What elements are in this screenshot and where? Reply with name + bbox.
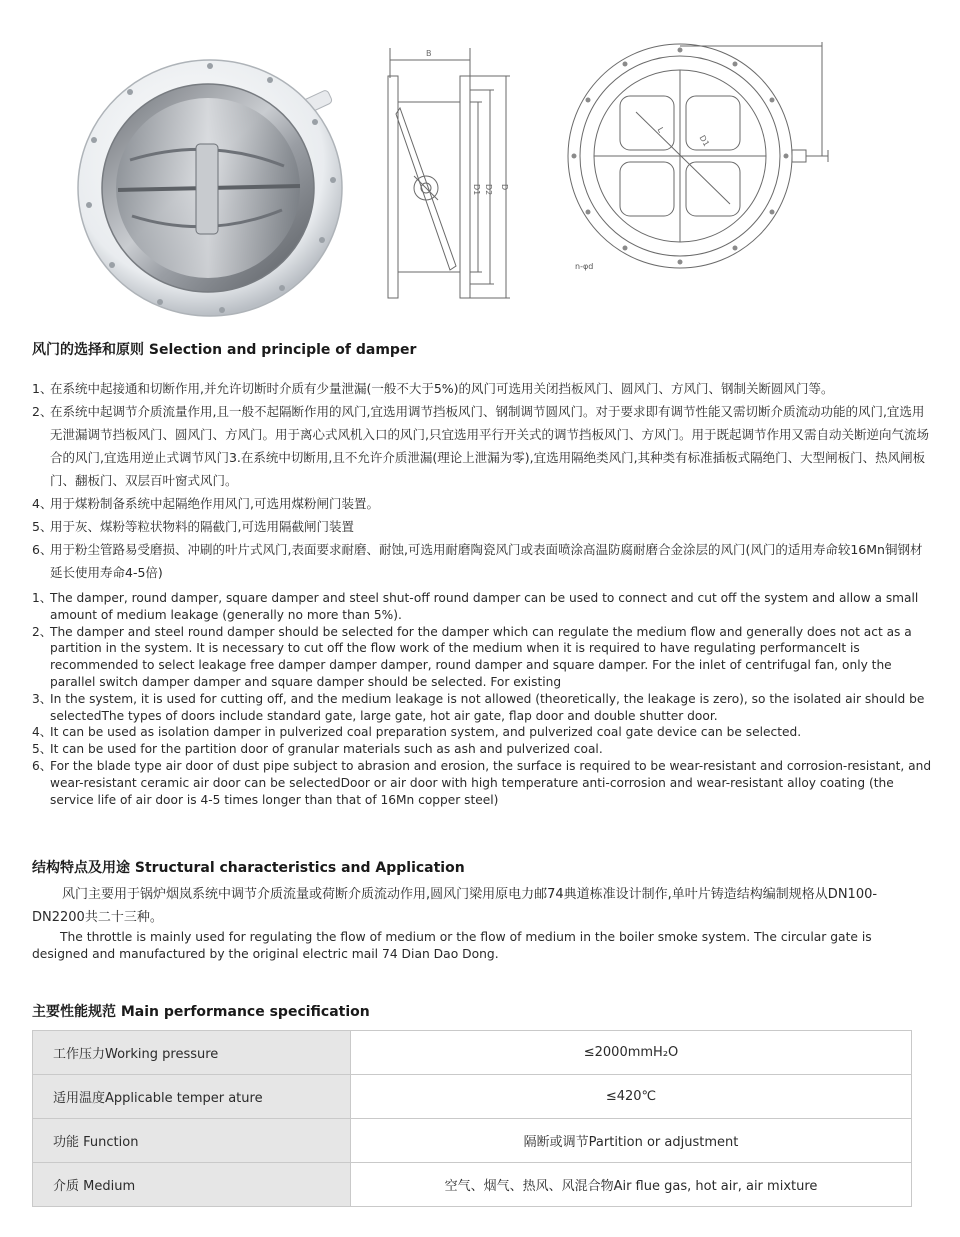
item-text: 在系统中起接通和切断作用,并允许切断时介质有少量泄漏(一般不大于5%)的风门可选用关闭挡板风门、圆风门、方风门、钢制关断圆风门等。	[50, 381, 834, 396]
table-row	[33, 1119, 912, 1163]
spec-key: 功能 Function	[33, 1119, 351, 1163]
item-text: It can be used as isolation damper in pulverized coal preparation system, and pulverized coal gate device can be selected.	[50, 725, 802, 740]
list-item	[32, 492, 932, 515]
item-number: 5、	[32, 519, 53, 534]
spec-value: ≤420℃	[351, 1075, 912, 1119]
item-number: 1、	[32, 381, 53, 396]
item-text: The damper, round damper, square damper and steel shut-off round damper can be used to connect and cut off the system and allow a small amount of medium leakage (generally no more than 5%).	[50, 591, 919, 622]
item-number: 4、	[32, 725, 52, 740]
item-number: 6、	[32, 542, 53, 557]
list-item	[32, 691, 932, 725]
item-text: 用于煤粉制备系统中起隔绝作用风门,可选用煤粉闸门装置。	[50, 496, 379, 511]
list-item	[32, 538, 932, 584]
label-bolt-holes: n-φd	[575, 262, 594, 271]
list-item	[32, 377, 932, 400]
spec-key: 工作压力Working pressure	[33, 1031, 351, 1075]
item-text: 在系统中起调节介质流量作用,且一般不起隔断作用的风门,宜选用调节挡板风门、钢制调节圆风门。对于要求即有调节性能又需切断介质流动功能的风门,宜选用无泄漏调节挡板风门、圆风门、方风门。用于离心式风机入口的风门,只宜选用平行开关式的调节挡板风门、方风门。用于既起调节作用又需自动关断逆向气流场合的风门,宜选用逆止式调节风门3.在系统中切断用,且不允许介质泄漏(理论上泄漏为零),宜选用隔绝类风门,其种类有标准插板式隔绝门、大型闸板门、热风闸板门、翻板门、双层百叶窗式风门。	[50, 404, 929, 488]
structure-zh-paragraph: 风门主要用于锅炉烟岚系统中调节介质流量或荷断介质流动作用,圆风门梁用原电力邮74典道栋准设计制作,单叶片铸造结构编制规格从DN100-DN2200共二十三种。	[32, 887, 878, 925]
damper-front-drawing	[560, 36, 860, 276]
spec-heading: 主要性能规范 Main performance specification	[32, 1004, 370, 1020]
item-number: 6、	[32, 758, 52, 773]
label-l: L	[655, 125, 666, 135]
selection-zh-list	[32, 377, 932, 584]
item-text: In the system, it is used for cutting off, and the medium leakage is not allowed (theoretically, the leakage is zero), so the isolated air should be selectedThe types of doors include standard gate, large gate, hot air gate, flap door and double shutter door.	[50, 691, 925, 723]
item-number: 2、	[32, 624, 52, 639]
selection-heading: 风门的选择和原则 Selection and principle of damper	[32, 342, 417, 358]
structure-en-paragraph: The throttle is mainly used for regulating the flow of medium or the flow of medium in the boiler smoke system. The circular gate is designed and manufactured by the original electric mail 74 Dian Dao Dong.	[32, 930, 872, 961]
damper-photo	[70, 40, 360, 320]
list-item	[32, 624, 932, 691]
label-front-d1: D1	[697, 133, 711, 149]
list-item	[32, 741, 932, 758]
label-b: B	[426, 49, 432, 58]
label-d1: D1	[472, 184, 481, 196]
item-text: 用于灰、煤粉等粒状物料的隔截门,可选用隔截闸门装置	[50, 519, 354, 534]
list-item	[32, 724, 932, 741]
list-item	[32, 758, 932, 808]
item-number: 5、	[32, 742, 52, 757]
spec-value: 空气、烟气、热风、风混合物Air flue gas, hot air, air mixture	[351, 1163, 912, 1207]
item-number: 3、	[32, 691, 52, 706]
selection-en-list	[32, 590, 932, 808]
item-text: The damper and steel round damper should be selected for the damper which can regulate the medium flow and generally does not act as a partition in the system. It is necessary to cut off the flow work of the medium when it is required to have regulating performanceIt is recommended to select leakage free damper damper damper, round damper and square damper. For the inlet of centrifugal fan, only the parallel switch damper damper and square damper should be selected. For existing	[50, 624, 912, 689]
spec-table	[32, 1030, 912, 1207]
spec-key: 介质 Medium	[33, 1163, 351, 1207]
item-text: It can be used for the partition door of granular materials such as ash and pulverized coal.	[50, 742, 603, 757]
label-d2: D2	[484, 184, 493, 196]
spec-key: 适用温度Applicable temper ature	[33, 1075, 351, 1119]
figure-area	[0, 0, 960, 330]
spec-value: ≤2000mmH₂O	[351, 1031, 912, 1075]
list-item	[32, 515, 932, 538]
label-d: D	[500, 184, 509, 191]
list-item	[32, 400, 932, 492]
item-number: 1、	[32, 591, 52, 605]
item-text: For the blade type air door of dust pipe subject to abrasion and erosion, the surface is required to be wear-resistant and corrosion-resistant, and wear-resistant ceramic air door can be selectedDoor or air door with high temperature anti-corrosion and wear-resistant alloy coating (the service life of air door is 4-5 times longer than that of 16Mn copper steel)	[50, 758, 932, 807]
spec-value: 隔断或调节Partition or adjustment	[351, 1119, 912, 1163]
item-number: 4、	[32, 496, 53, 511]
table-row	[33, 1163, 912, 1207]
item-text: 用于粉尘管路易受磨损、冲刷的叶片式风门,表面要求耐磨、耐蚀,可选用耐磨陶瓷风门或表面喷涂高温防腐耐磨合金涂层的风门(风门的适用寿命较16Mn铜钢材延长使用寿命4-5倍)	[50, 542, 923, 580]
list-item	[32, 590, 932, 624]
item-number: 2、	[32, 404, 53, 419]
table-row	[33, 1031, 912, 1075]
damper-side-drawing	[370, 38, 550, 313]
table-row	[33, 1075, 912, 1119]
structure-heading: 结构特点及用途 Structural characteristics and Application	[32, 860, 465, 876]
